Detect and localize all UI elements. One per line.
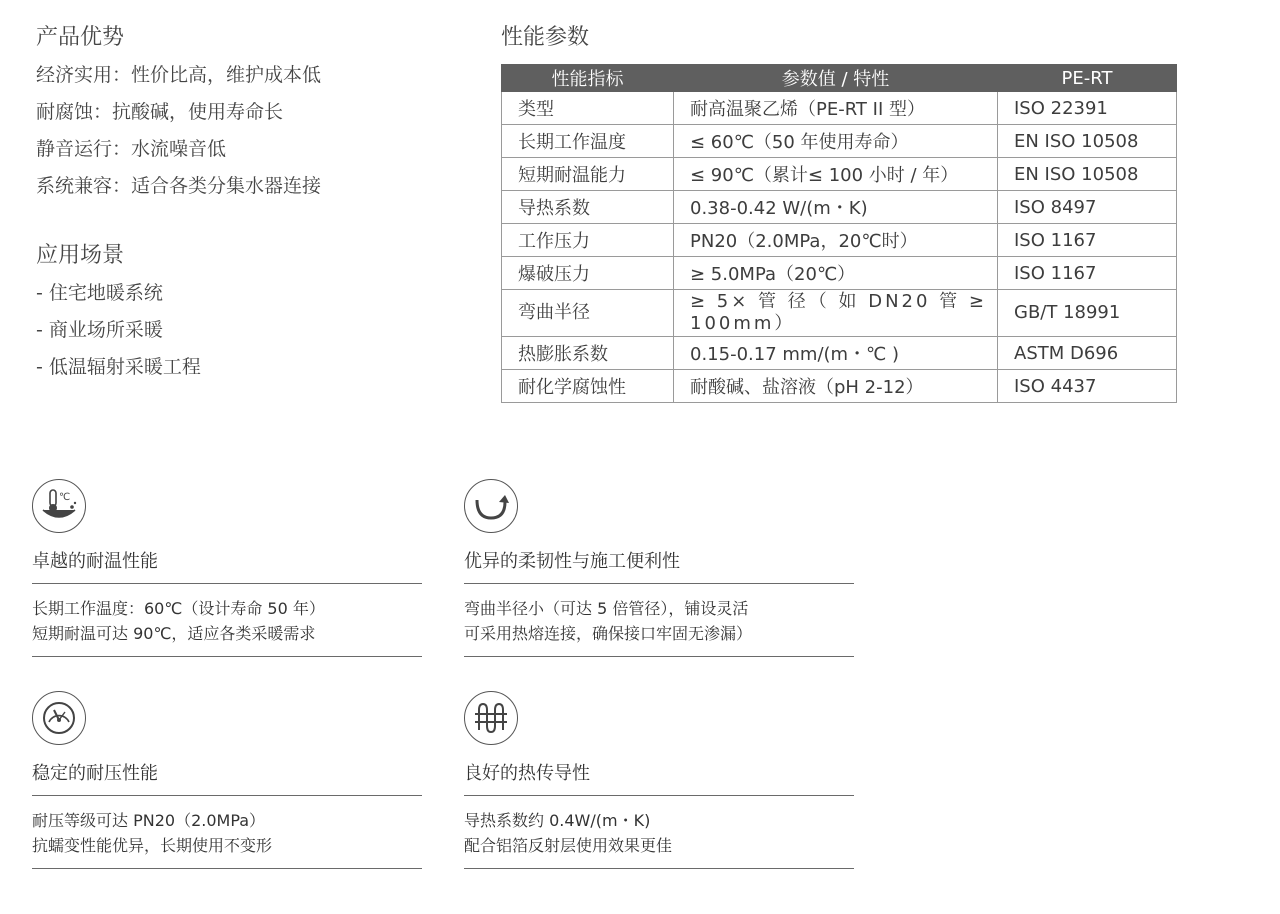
feature-line: 配合铝箔反射层使用效果更佳 [464, 836, 673, 855]
table-row [502, 92, 1177, 125]
header-standard: PE-RT [998, 65, 1177, 92]
table-row [502, 337, 1177, 370]
application-item: - 低温辐射采暖工程 [36, 356, 201, 378]
row-indicator: 热膨胀系数 [502, 337, 674, 370]
row-indicator: 导热系数 [502, 191, 674, 224]
advantage-item: 系统兼容：适合各类分集水器连接 [36, 175, 322, 197]
row-value: 耐高温聚乙烯（PE-RT II 型） [674, 92, 998, 125]
divider [32, 795, 422, 796]
row-standard: GB/T 18991 [998, 290, 1177, 337]
row-value: ≥ 5× 管 径（ 如 DN20 管 ≥ 100mm） [674, 290, 998, 337]
row-indicator: 爆破压力 [502, 257, 674, 290]
feature-line: 可采用热熔连接，确保接口牢固无渗漏） [464, 624, 753, 643]
row-value: PN20（2.0MPa，20℃时） [674, 224, 998, 257]
divider [464, 795, 854, 796]
feature-title: 优异的柔韧性与施工便利性 [464, 551, 680, 572]
table-row [502, 290, 1177, 337]
table-row [502, 224, 1177, 257]
header-indicator: 性能指标 [502, 65, 674, 92]
divider [32, 583, 422, 584]
feature-card-temperature [32, 479, 422, 657]
divider [32, 656, 422, 657]
row-value: ≥ 5.0MPa（20℃） [674, 257, 998, 290]
row-indicator: 类型 [502, 92, 674, 125]
row-indicator: 长期工作温度 [502, 125, 674, 158]
table-row [502, 191, 1177, 224]
flexible-bend-icon [464, 479, 518, 533]
application-item: - 商业场所采暖 [36, 319, 163, 341]
performance-table [501, 64, 1177, 403]
feature-title: 良好的热传导性 [464, 763, 590, 784]
feature-line: 抗蠕变性能优异，长期使用不变形 [32, 836, 273, 855]
row-standard: ISO 22391 [998, 92, 1177, 125]
feature-line: 导热系数约 0.4W/(m・K) [464, 811, 651, 830]
row-standard: ASTM D696 [998, 337, 1177, 370]
row-standard: EN ISO 10508 [998, 158, 1177, 191]
row-value: 0.15-0.17 mm/(m・℃ ) [674, 337, 998, 370]
feature-line: 耐压等级可达 PN20（2.0MPa） [32, 811, 266, 830]
pressure-gauge-icon [32, 691, 86, 745]
advantage-item: 静音运行：水流噪音低 [36, 138, 227, 160]
header-value: 参数值 / 特性 [674, 65, 998, 92]
row-value: ≤ 90℃（累计≤ 100 小时 / 年） [674, 158, 998, 191]
row-value: 0.38-0.42 W/(m・K) [674, 191, 998, 224]
heat-transfer-icon [464, 691, 518, 745]
row-standard: ISO 8497 [998, 191, 1177, 224]
feature-card-flexibility [464, 479, 854, 657]
svg-text:℃: ℃ [59, 492, 71, 503]
feature-line: 短期耐温可达 90℃，适应各类采暖需求 [32, 624, 316, 643]
feature-card-pressure [32, 691, 422, 869]
advantage-item: 经济实用：性价比高，维护成本低 [36, 64, 322, 86]
row-indicator: 耐化学腐蚀性 [502, 370, 674, 403]
feature-title: 卓越的耐温性能 [32, 551, 158, 572]
advantage-item: 耐腐蚀：抗酸碱，使用寿命长 [36, 101, 284, 123]
feature-title: 稳定的耐压性能 [32, 763, 158, 784]
table-row [502, 370, 1177, 403]
divider [464, 656, 854, 657]
divider [32, 868, 422, 869]
applications-title: 应用场景 [36, 243, 125, 268]
row-indicator: 短期耐温能力 [502, 158, 674, 191]
row-indicator: 弯曲半径 [502, 290, 674, 337]
table-header-row [502, 65, 1177, 92]
table-row [502, 257, 1177, 290]
advantages-section [36, 20, 124, 51]
feature-line: 长期工作温度：60℃（设计寿命 50 年） [32, 599, 325, 618]
row-standard: EN ISO 10508 [998, 125, 1177, 158]
row-standard: ISO 1167 [998, 257, 1177, 290]
feature-card-heat-transfer [464, 691, 854, 869]
feature-line: 弯曲半径小（可达 5 倍管径），铺设灵活 [464, 599, 749, 618]
thermometer-icon [32, 479, 86, 533]
divider [464, 583, 854, 584]
row-value: ≤ 60℃（50 年使用寿命） [674, 125, 998, 158]
row-standard: ISO 4437 [998, 370, 1177, 403]
performance-title: 性能参数 [501, 25, 590, 50]
row-value: 耐酸碱、盐溶液（pH 2-12） [674, 370, 998, 403]
advantages-title: 产品优势 [36, 25, 125, 50]
table-row [502, 125, 1177, 158]
table-row [502, 158, 1177, 191]
row-standard: ISO 1167 [998, 224, 1177, 257]
application-item: - 住宅地暖系统 [36, 282, 163, 304]
divider [464, 868, 854, 869]
row-indicator: 工作压力 [502, 224, 674, 257]
